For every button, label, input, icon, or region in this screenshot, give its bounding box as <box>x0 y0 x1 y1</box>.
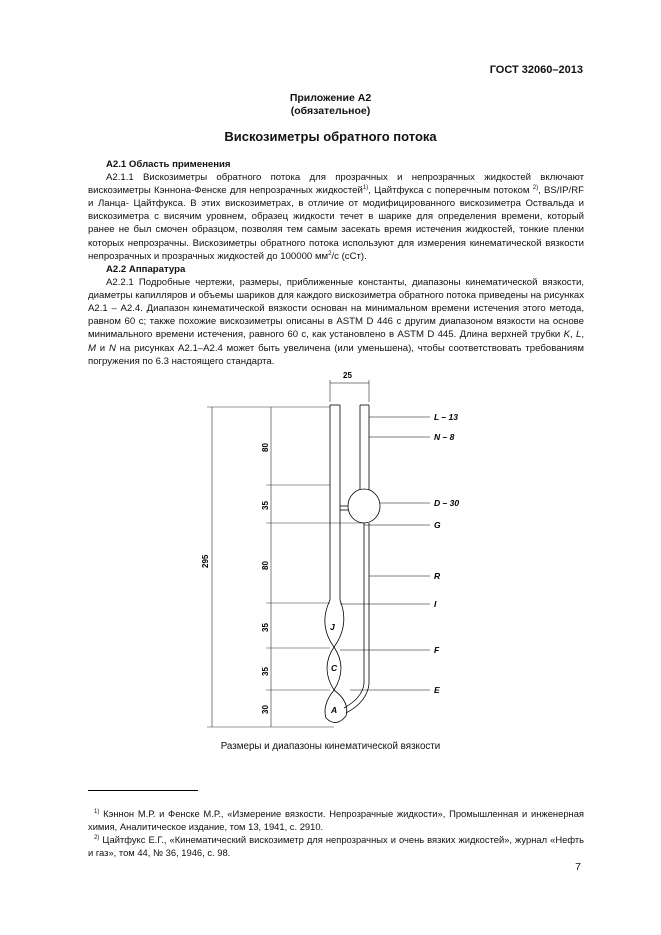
footnote-divider <box>88 790 198 791</box>
label-l: L – 13 <box>434 412 458 422</box>
label-n: N – 8 <box>434 432 455 442</box>
heading-a2-2: А2.2 Аппаратура <box>106 264 186 275</box>
section-title: Вискозиметры обратного потока <box>224 129 437 144</box>
dim-left-3: 80 <box>261 561 270 570</box>
footnote-2: $^{2)}$ Цайтфукс Е.Г., «Кинематический вискозиметр для непрозрачных и очень вязких жидкостей», журнал «Нефть и газ», том 44, № 36, 1946, с. 98. <box>88 834 584 858</box>
label-f: F <box>434 645 440 655</box>
section-a2-2 <box>88 263 584 368</box>
dim-left-4: 35 <box>261 623 270 632</box>
label-g: G <box>434 520 441 530</box>
appendix-heading <box>0 92 661 118</box>
dim-total: 295 <box>201 554 210 568</box>
bulb-c-label: C <box>331 663 338 673</box>
bulb-j-label: J <box>330 622 335 632</box>
footnote-1: $^{1)}$ Кэннон М.Р. и Фенске М.Р., «Измерение вязкости. Непрозрачные жидкости», Промышленная и инженерная химия, Аналитическое издание, том 13, 1941, с. 2910. <box>88 808 584 832</box>
appendix-title: Приложение А2 <box>289 92 372 104</box>
dim-left-1: 80 <box>261 443 270 452</box>
viscometer-drawing <box>0 362 661 742</box>
page-number: 7 <box>575 861 581 873</box>
dim-left-2: 35 <box>261 501 270 510</box>
label-r: R <box>434 571 441 581</box>
appendix-status: (обязательное) <box>290 105 371 117</box>
standard-header: ГОСТ 32060–2013 <box>489 64 583 76</box>
figure-caption: Размеры и диапазоны кинематической вязкости <box>220 741 441 752</box>
dim-left-6: 30 <box>261 705 270 714</box>
paragraph-a2-2-1: А2.2.1 Подробные чертежи, размеры, приближенные константы, диапазоны кинематической вязкости, диаметры капилляров и объемы шариков для каждого вискозиметра обратного потока приведены на рисунках А2.1 – А2.4. Диапазон кинематической вязкости основан на минимальном времени истечения этого метода, равном 60 с; также похожие вискозиметры описаны в ASTM D 446 с другим диапазоном вязкости на основе минимального времени истечения, равного 60 с, как установлено в ASTM D 445. Длина верхней трубки K, L, M и N на рисунках А2.1–А2.4 может быть увеличена (или уменьшена), чтобы соответствовать требованиям погружения по 6.3 настоящего стандарта. <box>88 277 584 367</box>
heading-a2-1: А2.1 Область применения <box>106 159 231 170</box>
dim-left-5: 35 <box>261 667 270 676</box>
paragraph-a2-1-1: А2.1.1 Вискозиметры обратного потока для прозрачных и непрозрачных жидкостей включают вискозиметры Кэннона-Фенске для непрозрачных жидкостей$^{1)}$, Цайтфукса с поперечным потоком $^{2)}$, BS/IP/RF и Ланца- Цайтфукса. В этих вискозиметрах, в отличие от модифицированного вискозиметра Оствальда и вискозиметра с висячим уровнем, образец жидкости течет в шарике для определения времени, который ранее не был смочен образцом, позволяя тем самым засекать время истечения жидкостей, тонкие пленки которых непрозрачны. Вискозиметры обратного потока используют для измерения кинематической вязкости непрозрачных и прозрачных жидкостей до 100000 $мм^2/с$ (сСт). <box>88 172 584 262</box>
dim-top: 25 <box>343 371 352 380</box>
section-a2-1 <box>88 158 584 263</box>
bulb-a-label: A <box>331 705 338 715</box>
label-e: E <box>434 685 440 695</box>
bulb-d <box>348 489 380 523</box>
label-i: I <box>434 599 437 609</box>
label-d: D – 30 <box>434 498 460 508</box>
